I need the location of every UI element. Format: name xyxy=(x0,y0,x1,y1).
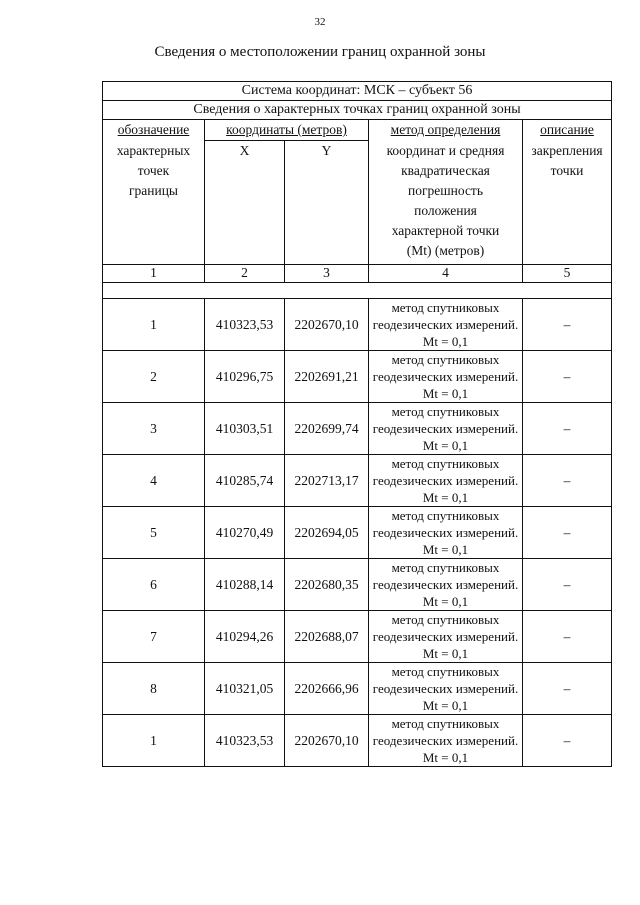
method-cell xyxy=(369,611,523,663)
y-coordinate-cell: 2202680,35 xyxy=(285,559,369,611)
column-numbers-row xyxy=(103,265,612,283)
point-id-cell: 1 xyxy=(103,715,205,767)
header-y: Y xyxy=(285,141,369,265)
description-cell: – xyxy=(523,715,612,767)
method-text: метод спутниковых геодезических измерений. Mt = 0,1 xyxy=(372,404,519,453)
description-cell: – xyxy=(523,455,612,507)
point-id-cell: 4 xyxy=(103,455,205,507)
header-method-line-3: квадратическая xyxy=(401,162,490,178)
boundary-points-table xyxy=(102,81,612,767)
column-number-2: 2 xyxy=(205,265,285,283)
method-text: метод спутниковых геодезических измерений. Mt = 0,1 xyxy=(372,300,519,349)
description-cell: – xyxy=(523,611,612,663)
header-description-line1: описание xyxy=(540,122,594,137)
x-coordinate-cell: 410288,14 xyxy=(205,559,285,611)
method-text: метод спутниковых геодезических измерений. Mt = 0,1 xyxy=(372,664,519,713)
method-text: метод спутниковых геодезических измерений. Mt = 0,1 xyxy=(372,352,519,401)
method-text: метод спутниковых геодезических измерений. Mt = 0,1 xyxy=(372,456,519,505)
x-coordinate-cell: 410270,49 xyxy=(205,507,285,559)
coordinate-system-header: Система координат: МСК – субъект 56 xyxy=(103,82,612,101)
table-row xyxy=(103,403,612,455)
table-row xyxy=(103,299,612,351)
header-method-line1: метод определения xyxy=(390,122,501,137)
y-coordinate-cell: 2202699,74 xyxy=(285,403,369,455)
header-method-line-2: координат и средняя xyxy=(386,142,505,158)
method-text: метод спутниковых геодезических измерений. Mt = 0,1 xyxy=(372,508,519,557)
header-description-cont xyxy=(523,141,612,265)
header-method-line-7: (Mt) (метров) xyxy=(406,242,485,258)
method-text: метод спутниковых геодезических измерений. Mt = 0,1 xyxy=(372,612,519,661)
method-text: метод спутниковых геодезических измерений. Mt = 0,1 xyxy=(372,716,519,765)
header-method-cont xyxy=(369,141,523,265)
table-row xyxy=(103,455,612,507)
table-row xyxy=(103,507,612,559)
method-cell xyxy=(369,507,523,559)
y-coordinate-cell: 2202691,21 xyxy=(285,351,369,403)
method-cell xyxy=(369,351,523,403)
method-cell xyxy=(369,715,523,767)
header-description-line-3: точки xyxy=(550,162,584,178)
header-method xyxy=(369,120,523,141)
method-cell xyxy=(369,455,523,507)
column-number-5: 5 xyxy=(523,265,612,283)
point-id-cell: 3 xyxy=(103,403,205,455)
header-designation-line-4: границы xyxy=(128,182,179,198)
header-description xyxy=(523,120,612,141)
method-text: метод спутниковых геодезических измерений. Mt = 0,1 xyxy=(372,560,519,609)
table-row xyxy=(103,351,612,403)
page-number: 32 xyxy=(314,16,326,28)
description-cell: – xyxy=(523,299,612,351)
x-coordinate-cell: 410294,26 xyxy=(205,611,285,663)
header-method-line-5: положения xyxy=(414,202,477,218)
header-method-line-6: характерной точки xyxy=(391,222,500,238)
y-coordinate-cell: 2202666,96 xyxy=(285,663,369,715)
header-coordinates-label: координаты (метров) xyxy=(226,122,347,137)
points-info-header: Сведения о характерных точках границ охранной зоны xyxy=(103,101,612,120)
y-coordinate-cell: 2202670,10 xyxy=(285,299,369,351)
description-cell: – xyxy=(523,507,612,559)
description-cell: – xyxy=(523,403,612,455)
header-coordinates xyxy=(205,120,369,141)
header-designation-cont xyxy=(103,141,205,265)
method-cell xyxy=(369,559,523,611)
header-designation-line1: обозначение xyxy=(117,122,190,137)
x-coordinate-cell: 410303,51 xyxy=(205,403,285,455)
point-id-cell: 8 xyxy=(103,663,205,715)
point-id-cell: 1 xyxy=(103,299,205,351)
header-designation xyxy=(103,120,205,141)
y-coordinate-cell: 2202713,17 xyxy=(285,455,369,507)
method-cell xyxy=(369,403,523,455)
spacer-cell xyxy=(103,283,612,299)
spacer-row xyxy=(103,283,612,299)
table-row xyxy=(103,559,612,611)
header-description-line-2: закрепления xyxy=(531,142,603,158)
header-designation-line-3: точек xyxy=(137,162,170,178)
method-cell xyxy=(369,663,523,715)
y-coordinate-cell: 2202670,10 xyxy=(285,715,369,767)
column-number-1: 1 xyxy=(103,265,205,283)
description-cell: – xyxy=(523,663,612,715)
x-coordinate-cell: 410323,53 xyxy=(205,299,285,351)
x-coordinate-cell: 410296,75 xyxy=(205,351,285,403)
point-id-cell: 6 xyxy=(103,559,205,611)
table-row xyxy=(103,663,612,715)
description-cell: – xyxy=(523,351,612,403)
x-coordinate-cell: 410285,74 xyxy=(205,455,285,507)
x-coordinate-cell: 410323,53 xyxy=(205,715,285,767)
table-row xyxy=(103,611,612,663)
column-number-4: 4 xyxy=(369,265,523,283)
point-id-cell: 5 xyxy=(103,507,205,559)
y-coordinate-cell: 2202694,05 xyxy=(285,507,369,559)
header-designation-line-2: характерных xyxy=(116,142,191,158)
document-title: Сведения о местоположении границ охранной зоны xyxy=(154,44,486,60)
column-number-3: 3 xyxy=(285,265,369,283)
header-method-line-4: погрешность xyxy=(407,182,483,198)
point-id-cell: 2 xyxy=(103,351,205,403)
point-id-cell: 7 xyxy=(103,611,205,663)
header-x: X xyxy=(205,141,285,265)
y-coordinate-cell: 2202688,07 xyxy=(285,611,369,663)
table-row xyxy=(103,715,612,767)
description-cell: – xyxy=(523,559,612,611)
x-coordinate-cell: 410321,05 xyxy=(205,663,285,715)
method-cell xyxy=(369,299,523,351)
